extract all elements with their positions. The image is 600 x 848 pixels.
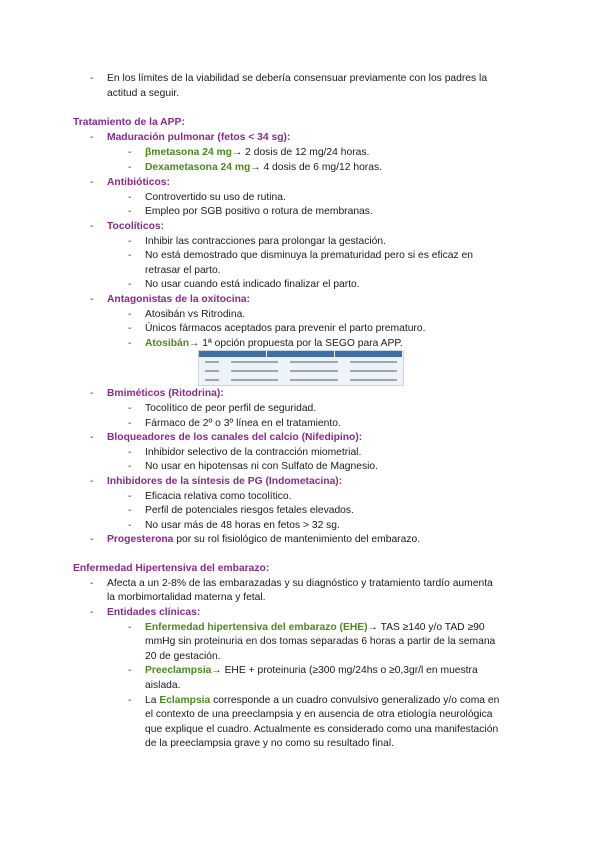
table-row: [199, 358, 403, 366]
line-text: retrasar el parto.: [145, 265, 221, 276]
text-line: [145, 205, 373, 220]
line-text: Inhibidor selectivo de la contracción miometrial.: [145, 447, 362, 458]
bullet-dash: -: [128, 206, 132, 217]
bullet-dash: -: [128, 461, 132, 472]
line-text: corresponde a un cuadro convulsivo generalizado y/o coma en: [210, 695, 500, 706]
bullet-dash: -: [128, 162, 132, 173]
line-text: → 2 dosis de 12 mg/24 horas.: [231, 147, 370, 158]
text-line: [145, 161, 382, 176]
line-text: por su rol fisiológico de mantenimiento del embarazo.: [173, 534, 421, 545]
highlighted-term: Progesterona: [107, 534, 174, 545]
text-line: [145, 446, 361, 461]
bullet-dash: -: [90, 476, 94, 487]
text-line: [145, 708, 492, 723]
highlighted-term: Enfermedad Hipertensiva del embarazo:: [73, 563, 270, 574]
text-line: [145, 460, 378, 475]
bullet-dash: -: [128, 520, 132, 531]
text-line: [107, 591, 266, 606]
line-text: No usar más de 48 horas en fetos > 32 sg.: [145, 520, 340, 531]
text-line: [145, 191, 286, 206]
line-text: Empleo por SGB positivo o rotura de membranas.: [145, 206, 373, 217]
text-line: [107, 131, 290, 146]
line-text: 20 de gestación.: [145, 651, 221, 662]
highlighted-term: Eclampsia: [159, 695, 211, 706]
text-line: [73, 116, 185, 131]
line-text: la morbimortalidad materna y fetal.: [107, 592, 266, 603]
line-text: Inhibir las contracciones para prolongar la gestación.: [145, 236, 386, 247]
bullet-dash: -: [128, 279, 132, 290]
bullet-dash: -: [90, 388, 94, 399]
bullet-dash: -: [90, 607, 94, 618]
line-text: Fármaco de 2º o 3º línea en el tratamiento.: [145, 418, 341, 429]
highlighted-term: Bmiméticos (Ritodrina):: [107, 388, 224, 399]
text-line: [107, 293, 250, 308]
highlighted-term: βmetasona 24 mg: [145, 147, 232, 158]
highlighted-term: Atosibán: [145, 338, 190, 349]
line-text: actitud a seguir.: [107, 88, 180, 99]
bullet-dash: -: [90, 73, 94, 84]
line-text: No usar en hipotensas ni con Sulfato de Magnesio.: [145, 461, 378, 472]
text-line: [145, 635, 495, 650]
bullet-dash: -: [128, 192, 132, 203]
text-line: [145, 337, 403, 352]
line-text: No está demostrado que disminuya la prematuridad pero si es eficaz en: [145, 250, 473, 261]
text-line: [145, 650, 221, 665]
line-text: → 1ª opción propuesta por la SEGO para APP.: [189, 338, 403, 349]
text-line: [107, 72, 487, 87]
highlighted-term: Preeclampsia: [145, 665, 212, 676]
text-line: [73, 562, 269, 577]
line-text: En los límites de la viabilidad se debería consensuar previamente con los padres la: [107, 73, 488, 84]
highlighted-term: Tocolíticos:: [107, 221, 165, 232]
text-line: [145, 235, 386, 250]
text-line: [145, 322, 425, 337]
bullet-dash: -: [128, 309, 132, 320]
line-text: de la preeclampsia grave y no como su resultado final.: [145, 738, 394, 749]
text-line: [107, 475, 342, 490]
text-line: [145, 519, 340, 534]
bullet-dash: -: [128, 147, 132, 158]
highlighted-term: Bloqueadores de los canales del calcio (Nifedipino):: [107, 432, 363, 443]
bullet-dash: -: [128, 665, 132, 676]
table-row: [199, 376, 403, 384]
line-text: Perfil de potenciales riesgos fetales elevados.: [145, 505, 354, 516]
bullet-dash: -: [128, 447, 132, 458]
text-line: [145, 504, 354, 519]
text-line: [107, 387, 224, 402]
text-line: [107, 577, 493, 592]
text-line: [145, 402, 316, 417]
table-row: [199, 367, 403, 375]
text-line: [107, 220, 164, 235]
bullet-dash: -: [128, 622, 132, 633]
line-text: La: [145, 695, 160, 706]
bullet-dash: -: [90, 432, 94, 443]
line-text: → EHE + proteinuria (≥300 mg/24hs o ≥0,3gr/l en muestra: [211, 665, 478, 676]
bullet-dash: -: [90, 132, 94, 143]
line-text: que explique el cuadro. Actualmente es considerado como una manifestación: [145, 724, 499, 735]
text-line: [107, 87, 179, 102]
highlighted-term: Inhibidores de la síntesis de PG (Indometacina):: [107, 476, 343, 487]
line-text: Afecta a un 2-8% de las embarazadas y su diagnóstico y tratamiento tardío aumenta: [107, 578, 493, 589]
bullet-dash: -: [128, 338, 132, 349]
text-line: [145, 723, 498, 738]
line-text: Atosibán vs Ritrodina.: [145, 309, 246, 320]
text-line: [145, 249, 473, 264]
line-text: Eficacia relativa como tocolítico.: [145, 491, 292, 502]
highlighted-term: Enfermedad hipertensiva del embarazo (EHE): [145, 622, 368, 633]
bullet-dash: -: [90, 534, 94, 545]
highlighted-term: Maduración pulmonar (fetos < 34 sg):: [107, 132, 291, 143]
line-text: → TAS ≥140 y/o TAD ≥90: [367, 622, 485, 633]
highlighted-term: Dexametasona 24 mg: [145, 162, 251, 173]
bullet-dash: -: [90, 177, 94, 188]
bullet-dash: -: [90, 294, 94, 305]
text-line: [145, 490, 292, 505]
line-text: Únicos fármacos aceptados para prevenir el parto prematuro.: [145, 323, 426, 334]
text-line: [107, 431, 362, 446]
line-text: Tocolítico de peor perfil de seguridad.: [145, 403, 317, 414]
line-text: Controvertido su uso de rutina.: [145, 192, 286, 203]
line-text: el contexto de una preeclampsia y en ausencia de otra etiología neurológica: [145, 709, 493, 720]
bullet-dash: -: [128, 236, 132, 247]
highlighted-term: Tratamiento de la APP:: [73, 117, 185, 128]
text-line: [145, 679, 181, 694]
line-text: aislada.: [145, 680, 181, 691]
table-header: [199, 351, 403, 357]
bullet-dash: -: [128, 403, 132, 414]
text-line: [145, 417, 341, 432]
text-line: [145, 621, 485, 636]
bullet-dash: -: [128, 323, 132, 334]
highlighted-term: Antagonistas de la oxitocina:: [107, 294, 251, 305]
highlighted-term: Entidades clínicas:: [107, 607, 201, 618]
line-text: mmHg sin proteinuria en dos tomas separadas 6 horas a partir de la semana: [145, 636, 496, 647]
text-line: [145, 264, 221, 279]
text-line: [145, 664, 478, 679]
text-line: [107, 533, 420, 548]
text-line: [145, 146, 369, 161]
text-line: [145, 694, 499, 709]
bullet-dash: -: [128, 491, 132, 502]
bullet-dash: -: [128, 250, 132, 261]
bullet-dash: -: [128, 418, 132, 429]
text-line: [145, 308, 245, 323]
line-text: No usar cuando está indicado finalizar el parto.: [145, 279, 360, 290]
bullet-dash: -: [128, 505, 132, 516]
atosiban-dosage-table-image: [198, 350, 404, 386]
text-line: [107, 606, 200, 621]
text-line: [145, 737, 394, 752]
bullet-dash: -: [90, 221, 94, 232]
bullet-dash: -: [128, 695, 132, 706]
line-text: → 4 dosis de 6 mg/12 horas.: [250, 162, 382, 173]
highlighted-term: Antibióticos:: [107, 177, 170, 188]
text-line: [145, 278, 360, 293]
bullet-dash: -: [90, 578, 94, 589]
text-line: [107, 176, 170, 191]
